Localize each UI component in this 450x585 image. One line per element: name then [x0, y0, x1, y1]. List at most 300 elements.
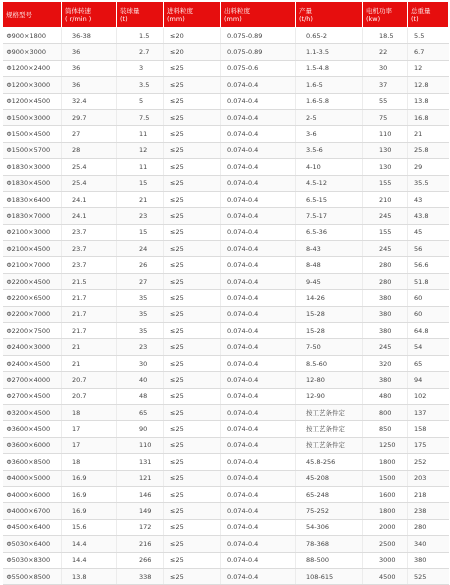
table-cell: 149: [117, 503, 164, 519]
table-cell: 按工艺条件定: [296, 421, 363, 437]
table-cell: Φ1200×4500: [3, 93, 62, 109]
table-cell: ≤25: [164, 109, 221, 125]
table-cell: 21: [408, 126, 449, 142]
table-cell: 0.074-0.4: [221, 241, 296, 257]
table-cell: 5.5: [408, 28, 449, 44]
table-cell: Φ2700×4500: [3, 388, 62, 404]
table-cell: ≤25: [164, 388, 221, 404]
table-cell: 25.8: [408, 142, 449, 158]
table-cell: 0.074-0.4: [221, 568, 296, 584]
table-cell: 23: [117, 208, 164, 224]
table-cell: 3000: [363, 552, 408, 568]
table-cell: 24.1: [62, 208, 117, 224]
table-cell: Φ5030×8300: [3, 552, 62, 568]
table-cell: Φ3600×8500: [3, 454, 62, 470]
table-cell: 23: [117, 339, 164, 355]
table-cell: 5: [117, 93, 164, 109]
table-cell: 21.7: [62, 290, 117, 306]
table-row: [3, 273, 449, 289]
table-cell: ≤25: [164, 536, 221, 552]
table-cell: 21.5: [62, 273, 117, 289]
table-cell: 1800: [363, 454, 408, 470]
table-cell: 280: [408, 519, 449, 535]
column-header-unit: (t): [411, 15, 419, 23]
table-cell: 525: [408, 568, 449, 584]
table-row: [3, 404, 449, 420]
table-cell: 0.074-0.4: [221, 224, 296, 240]
column-header-label: 总重量: [411, 7, 431, 15]
table-cell: 0.074-0.4: [221, 93, 296, 109]
table-cell: 245: [363, 208, 408, 224]
table-cell: Φ2700×4000: [3, 372, 62, 388]
table-cell: 65: [117, 404, 164, 420]
table-cell: 18.5: [363, 28, 408, 44]
table-row: [3, 60, 449, 76]
table-cell: 0.074-0.4: [221, 191, 296, 207]
table-cell: 32.4: [62, 93, 117, 109]
table-cell: ≤25: [164, 437, 221, 453]
table-row: [3, 159, 449, 175]
table-cell: 6.5-36: [296, 224, 363, 240]
table-cell: 0.074-0.4: [221, 388, 296, 404]
table-cell: 14-26: [296, 290, 363, 306]
table-cell: 338: [117, 568, 164, 584]
table-row: [3, 126, 449, 142]
table-cell: 56.6: [408, 257, 449, 273]
table-cell: 2-5: [296, 109, 363, 125]
table-cell: 45-208: [296, 470, 363, 486]
table-cell: 54: [408, 339, 449, 355]
table-cell: 2000: [363, 519, 408, 535]
table-cell: 14.4: [62, 536, 117, 552]
table-cell: 45.8-256: [296, 454, 363, 470]
table-row: [3, 486, 449, 502]
table-row: [3, 536, 449, 552]
table-cell: 102: [408, 388, 449, 404]
table-cell: Φ5500×8500: [3, 568, 62, 584]
table-row: [3, 552, 449, 568]
table-cell: 28: [62, 142, 117, 158]
table-row: [3, 142, 449, 158]
table-cell: 8.5-60: [296, 355, 363, 371]
table-cell: 0.074-0.4: [221, 503, 296, 519]
table-row: [3, 437, 449, 453]
table-cell: 36: [62, 44, 117, 60]
table-row: [3, 208, 449, 224]
table-cell: 110: [363, 126, 408, 142]
table-cell: 7.5: [117, 109, 164, 125]
table-cell: 380: [363, 372, 408, 388]
table-cell: 14.4: [62, 552, 117, 568]
table-cell: 4500: [363, 568, 408, 584]
table-cell: 0.074-0.4: [221, 273, 296, 289]
table-cell: 8-48: [296, 257, 363, 273]
table-cell: 64.8: [408, 323, 449, 339]
table-cell: 36-38: [62, 28, 117, 44]
column-header: [408, 2, 449, 28]
table-cell: 75-252: [296, 503, 363, 519]
table-cell: 158: [408, 421, 449, 437]
table-cell: 15: [117, 175, 164, 191]
table-cell: 1250: [363, 437, 408, 453]
table-cell: 245: [363, 339, 408, 355]
table-cell: 13.8: [62, 568, 117, 584]
table-cell: ≤25: [164, 454, 221, 470]
table-cell: 172: [117, 519, 164, 535]
table-cell: 130: [363, 142, 408, 158]
table-cell: 65: [408, 355, 449, 371]
table-cell: 17: [62, 437, 117, 453]
table-cell: ≤25: [164, 552, 221, 568]
table-cell: 78-368: [296, 536, 363, 552]
table-cell: 30: [363, 60, 408, 76]
table-cell: ≤25: [164, 372, 221, 388]
table-cell: 18: [62, 454, 117, 470]
table-cell: 23.7: [62, 257, 117, 273]
table-cell: 0.074-0.4: [221, 421, 296, 437]
table-cell: 130: [363, 159, 408, 175]
table-cell: 0.074-0.4: [221, 323, 296, 339]
table-cell: Φ900×3000: [3, 44, 62, 60]
table-cell: Φ2200×7000: [3, 306, 62, 322]
table-cell: 40: [117, 372, 164, 388]
table-cell: ≤25: [164, 208, 221, 224]
table-cell: 4.5-12: [296, 175, 363, 191]
column-header: [221, 2, 296, 28]
column-header-label: 装球量: [120, 7, 140, 15]
column-header-unit: ( r/min ): [65, 15, 92, 23]
table-row: [3, 470, 449, 486]
table-cell: 43: [408, 191, 449, 207]
table-cell: 0.074-0.4: [221, 339, 296, 355]
table-cell: 65-248: [296, 486, 363, 502]
table-row: [3, 339, 449, 355]
table-cell: Φ2200×6500: [3, 290, 62, 306]
table-cell: ≤25: [164, 323, 221, 339]
table-cell: 210: [363, 191, 408, 207]
table-row: [3, 257, 449, 273]
table-cell: 380: [363, 323, 408, 339]
table-row: [3, 568, 449, 584]
column-header-label: 规格型号: [6, 11, 32, 19]
table-cell: 146: [117, 486, 164, 502]
table-cell: 175: [408, 437, 449, 453]
column-header-label: 产量: [299, 7, 312, 15]
table-cell: ≤25: [164, 568, 221, 584]
table-cell: 0.074-0.4: [221, 486, 296, 502]
table-cell: ≤25: [164, 142, 221, 158]
column-header-unit: (kw): [366, 15, 381, 23]
table-cell: 1800: [363, 503, 408, 519]
table-cell: 216: [117, 536, 164, 552]
table-cell: 按工艺条件定: [296, 404, 363, 420]
table-cell: 21.7: [62, 306, 117, 322]
table-cell: 29: [408, 159, 449, 175]
table-cell: 21: [62, 339, 117, 355]
table-cell: 88-500: [296, 552, 363, 568]
table-cell: 12.8: [408, 77, 449, 93]
column-header-unit: (t): [120, 15, 128, 23]
table-cell: 0.074-0.4: [221, 454, 296, 470]
table-row: [3, 503, 449, 519]
table-cell: 280: [363, 273, 408, 289]
table-cell: 0.074-0.4: [221, 519, 296, 535]
table-row: [3, 28, 449, 44]
table-cell: 320: [363, 355, 408, 371]
table-cell: 252: [408, 454, 449, 470]
table-cell: 51.8: [408, 273, 449, 289]
table-cell: Φ4500×6400: [3, 519, 62, 535]
table-cell: 12-80: [296, 372, 363, 388]
table-cell: 13.8: [408, 93, 449, 109]
column-header: [296, 2, 363, 28]
table-cell: Φ3600×4500: [3, 421, 62, 437]
table-cell: 54-306: [296, 519, 363, 535]
table-cell: 24: [117, 241, 164, 257]
table-cell: 0.074-0.4: [221, 208, 296, 224]
table-cell: ≤25: [164, 290, 221, 306]
table-cell: 24.1: [62, 191, 117, 207]
table-cell: 45: [408, 224, 449, 240]
table-cell: 108-615: [296, 568, 363, 584]
table-cell: ≤25: [164, 421, 221, 437]
table-cell: 3-6: [296, 126, 363, 142]
table-row: [3, 77, 449, 93]
table-cell: Φ4000×5000: [3, 470, 62, 486]
table-cell: 35: [117, 323, 164, 339]
table-cell: Φ2100×4500: [3, 241, 62, 257]
table-cell: 15-28: [296, 323, 363, 339]
table-cell: 18: [62, 404, 117, 420]
table-cell: 380: [408, 552, 449, 568]
table-cell: 0.075-0.89: [221, 28, 296, 44]
table-cell: 380: [363, 306, 408, 322]
table-row: [3, 93, 449, 109]
table-cell: 1.6-5: [296, 77, 363, 93]
table-cell: ≤25: [164, 355, 221, 371]
table-row: [3, 175, 449, 191]
table-cell: 0.074-0.4: [221, 437, 296, 453]
table-cell: Φ2400×3000: [3, 339, 62, 355]
table-cell: 43.8: [408, 208, 449, 224]
table-row: [3, 454, 449, 470]
table-cell: 36: [62, 77, 117, 93]
table-cell: ≤25: [164, 224, 221, 240]
table-cell: 94: [408, 372, 449, 388]
table-cell: 11: [117, 159, 164, 175]
table-cell: Φ1200×3000: [3, 77, 62, 93]
table-cell: 17: [62, 421, 117, 437]
column-header: [62, 2, 117, 28]
table-cell: ≤25: [164, 175, 221, 191]
column-header-label: 筒体转速: [65, 7, 91, 15]
table-cell: 35.5: [408, 175, 449, 191]
table-cell: ≤25: [164, 93, 221, 109]
table-cell: 0.074-0.4: [221, 109, 296, 125]
table-cell: 0.074-0.4: [221, 355, 296, 371]
table-cell: 36: [62, 60, 117, 76]
table-cell: 340: [408, 536, 449, 552]
table-cell: Φ900×1800: [3, 28, 62, 44]
table-cell: 1.1-3.5: [296, 44, 363, 60]
table-cell: ≤25: [164, 191, 221, 207]
table-cell: 12: [408, 60, 449, 76]
table-cell: 380: [363, 290, 408, 306]
table-cell: 0.074-0.4: [221, 290, 296, 306]
table-cell: 0.074-0.4: [221, 159, 296, 175]
table-cell: 1.5: [117, 28, 164, 44]
table-cell: 16.9: [62, 503, 117, 519]
table-cell: 2.7: [117, 44, 164, 60]
table-cell: Φ2200×4500: [3, 273, 62, 289]
table-cell: 0.075-0.89: [221, 44, 296, 60]
table-cell: Φ1830×6400: [3, 191, 62, 207]
table-cell: ≤25: [164, 339, 221, 355]
table-cell: 1600: [363, 486, 408, 502]
table-cell: 23.7: [62, 224, 117, 240]
table-cell: 0.074-0.4: [221, 175, 296, 191]
column-header-unit: (mm): [167, 15, 185, 23]
column-header-unit: (mm): [224, 15, 242, 23]
table-cell: ≤25: [164, 126, 221, 142]
table-cell: 0.074-0.4: [221, 404, 296, 420]
table-cell: 1.5-4.8: [296, 60, 363, 76]
table-cell: 0.074-0.4: [221, 306, 296, 322]
table-row: [3, 519, 449, 535]
table-row: [3, 355, 449, 371]
table-row: [3, 372, 449, 388]
table-cell: 8-43: [296, 241, 363, 257]
table-cell: 0.074-0.4: [221, 126, 296, 142]
table-cell: 12-90: [296, 388, 363, 404]
column-header: [164, 2, 221, 28]
table-cell: 266: [117, 552, 164, 568]
table-cell: 121: [117, 470, 164, 486]
table-cell: 155: [363, 175, 408, 191]
table-cell: 15: [117, 224, 164, 240]
table-row: [3, 421, 449, 437]
table-cell: 3.5: [117, 77, 164, 93]
table-row: [3, 191, 449, 207]
table-cell: 3.5-6: [296, 142, 363, 158]
table-cell: Φ5030×6400: [3, 536, 62, 552]
table-cell: Φ2400×4500: [3, 355, 62, 371]
table-cell: Φ1500×5700: [3, 142, 62, 158]
table-cell: 110: [117, 437, 164, 453]
table-row: [3, 109, 449, 125]
table-cell: Φ4000×6700: [3, 503, 62, 519]
table-cell: Φ3600×6000: [3, 437, 62, 453]
table-cell: 0.074-0.4: [221, 552, 296, 568]
column-header-label: 电机功率: [366, 7, 392, 15]
table-cell: 0.074-0.4: [221, 77, 296, 93]
table-cell: 90: [117, 421, 164, 437]
table-cell: ≤25: [164, 257, 221, 273]
column-header-unit: (t/h): [299, 15, 313, 23]
table-cell: 35: [117, 306, 164, 322]
table-cell: ≤25: [164, 470, 221, 486]
table-cell: ≤25: [164, 159, 221, 175]
table-cell: Φ2100×7000: [3, 257, 62, 273]
table-row: [3, 290, 449, 306]
table-row: [3, 44, 449, 60]
table-cell: ≤25: [164, 486, 221, 502]
table-cell: 25.4: [62, 159, 117, 175]
table-cell: 11: [117, 126, 164, 142]
table-row: [3, 224, 449, 240]
table-cell: 55: [363, 93, 408, 109]
table-cell: 15.6: [62, 519, 117, 535]
table-cell: 25.4: [62, 175, 117, 191]
table-cell: 0.075-0.6: [221, 60, 296, 76]
table-row: [3, 388, 449, 404]
table-cell: 0.074-0.4: [221, 142, 296, 158]
table-cell: 35: [117, 290, 164, 306]
table-cell: 6.5-15: [296, 191, 363, 207]
table-cell: 203: [408, 470, 449, 486]
ball-mill-spec-table: [2, 1, 449, 585]
table-cell: 131: [117, 454, 164, 470]
table-cell: 29.7: [62, 109, 117, 125]
table-row: [3, 306, 449, 322]
table-cell: 3: [117, 60, 164, 76]
table-cell: 280: [363, 257, 408, 273]
table-cell: 238: [408, 503, 449, 519]
table-cell: 16.9: [62, 486, 117, 502]
table-cell: 75: [363, 109, 408, 125]
table-cell: 4-10: [296, 159, 363, 175]
table-cell: 27: [62, 126, 117, 142]
table-cell: 26: [117, 257, 164, 273]
table-cell: 137: [408, 404, 449, 420]
table-cell: ≤20: [164, 28, 221, 44]
table-cell: ≤25: [164, 77, 221, 93]
table-row: [3, 241, 449, 257]
table-cell: 480: [363, 388, 408, 404]
table-cell: 2500: [363, 536, 408, 552]
table-row: [3, 323, 449, 339]
table-cell: 15-28: [296, 306, 363, 322]
table-cell: 155: [363, 224, 408, 240]
table-cell: ≤25: [164, 241, 221, 257]
table-cell: Φ1830×3000: [3, 159, 62, 175]
table-cell: 60: [408, 306, 449, 322]
table-cell: 16.8: [408, 109, 449, 125]
table-cell: 30: [117, 355, 164, 371]
table-cell: ≤25: [164, 503, 221, 519]
table-cell: 21.7: [62, 323, 117, 339]
column-header: [117, 2, 164, 28]
table-cell: 1500: [363, 470, 408, 486]
table-cell: 16.9: [62, 470, 117, 486]
table-cell: 20.7: [62, 372, 117, 388]
table-cell: 37: [363, 77, 408, 93]
column-header: [3, 2, 62, 28]
table-cell: Φ1500×4500: [3, 126, 62, 142]
table-cell: ≤20: [164, 44, 221, 60]
table-cell: 23.7: [62, 241, 117, 257]
table-header-row: [3, 2, 449, 28]
table-cell: 20.7: [62, 388, 117, 404]
table-cell: 22: [363, 44, 408, 60]
table-cell: Φ1830×4500: [3, 175, 62, 191]
column-header-label: 进料粒度: [167, 7, 193, 15]
table-cell: Φ1200×2400: [3, 60, 62, 76]
table-cell: ≤25: [164, 273, 221, 289]
column-header-label: 出料粒度: [224, 7, 250, 15]
table-cell: 800: [363, 404, 408, 420]
table-cell: Φ1500×3000: [3, 109, 62, 125]
